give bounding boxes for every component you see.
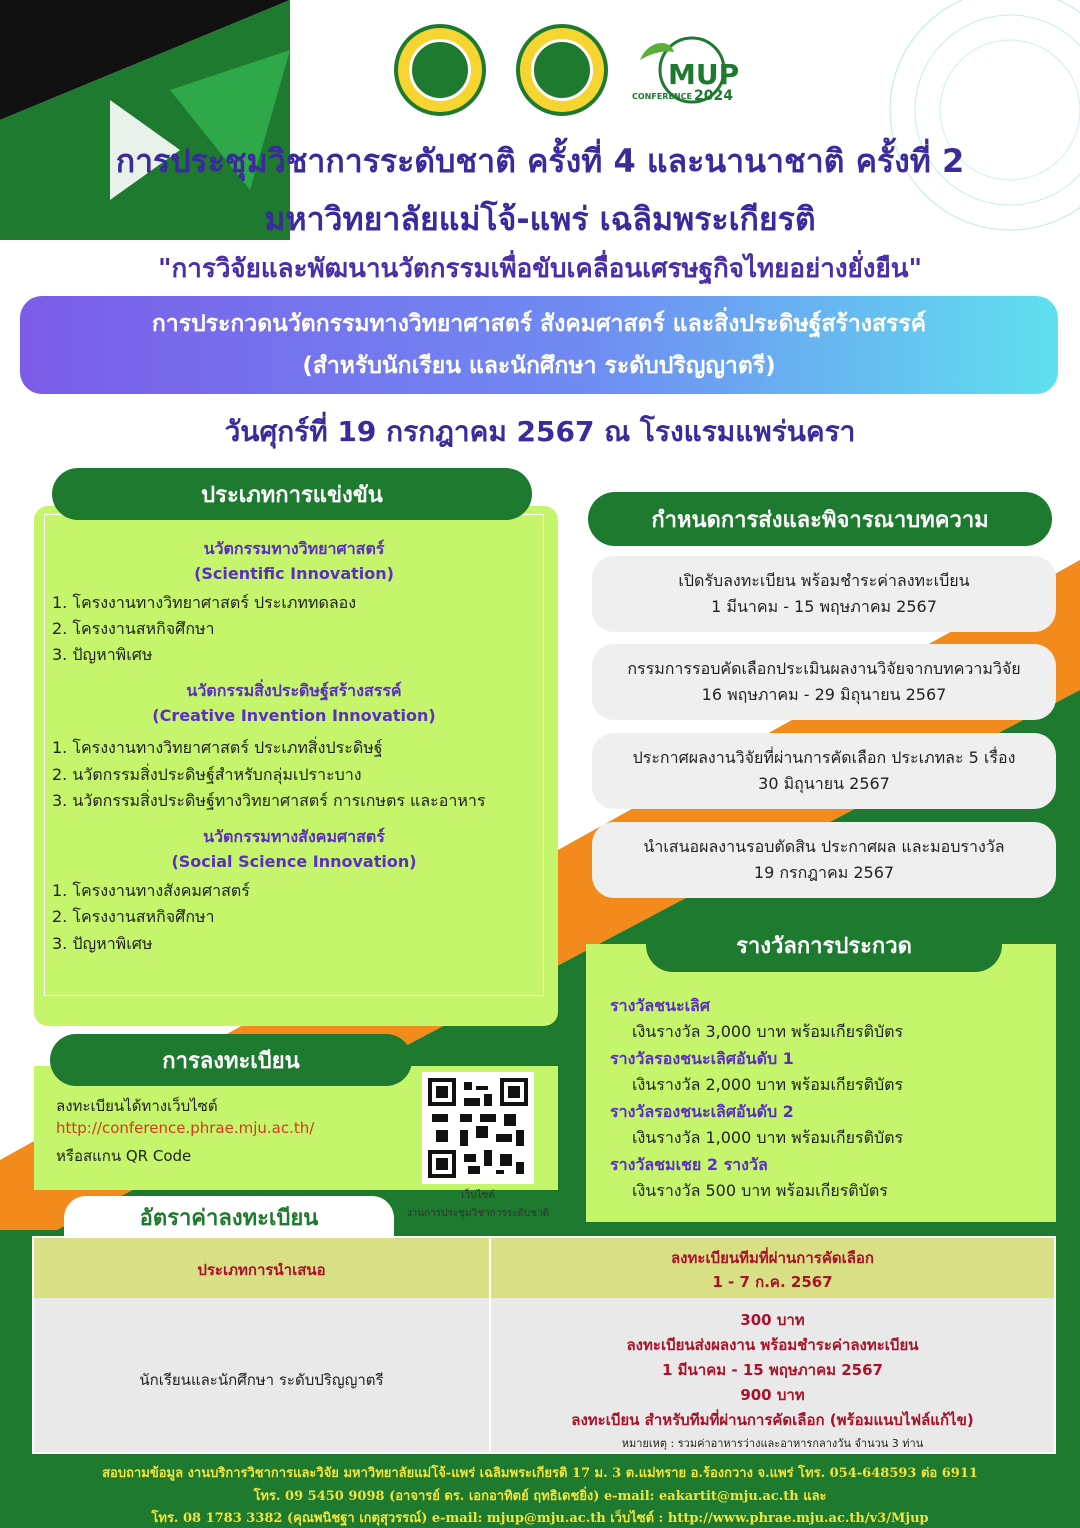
registration-text: ลงทะเบียนได้ทางเว็บไซต์	[56, 1097, 218, 1115]
maejo-university-seal-icon	[394, 24, 486, 116]
fee-col2-header-line1: ลงทะเบียนทีมที่ผ่านการคัดเลือก	[670, 1249, 875, 1267]
category-item: 2. โครงงานสหกิจศึกษา	[52, 619, 215, 638]
mup-logo-text: MUP	[668, 58, 740, 91]
contest-banner	[20, 296, 1058, 394]
category-item: 2. นวัตกรรมสิ่งประดิษฐ์สำหรับกลุ่มเปราะบาง	[52, 765, 362, 784]
fee-price: 300 บาท	[740, 1311, 805, 1329]
registration-link[interactable]: http://conference.phrae.mju.ac.th/	[56, 1119, 315, 1137]
schedule-item-date: 30 มิถุนายน 2567	[758, 774, 890, 793]
schedule-item-desc: ประกาศผลงานวิจัยที่ผ่านการคัดเลือก ประเภทละ 5 เรื่อง	[632, 748, 1016, 767]
qr-caption: เว็บไซต์	[461, 1190, 495, 1201]
footer-contact-line1: สอบถามข้อมูล งานบริการวิชาการและวิจัย มหาวิทยาลัยแม่โจ้-แพร่ เฉลิมพระเกียรติ 17 ม. 3 ต.แม่ทราย อ.ร้องกวาง จ.แพร่ โทร. 054-648593 ต่อ 6911	[102, 1466, 978, 1481]
contest-banner-line1: การประกวดนวัตกรรมทางวิทยาศาสตร์ สังคมศาสตร์ และสิ่งประดิษฐ์สร้างสรรค์	[151, 311, 927, 337]
contest-banner-line2: (สำหรับนักเรียน และนักศึกษา ระดับปริญญาตรี)	[302, 353, 776, 379]
schedule-item-desc: เปิดรับลงทะเบียน พร้อมชำระค่าลงทะเบียน	[678, 571, 970, 590]
competition-title: ประเภทการแข่งขัน	[52, 468, 532, 520]
footer	[0, 1456, 1080, 1528]
mup-logo-caption: CONFERENCE	[632, 92, 692, 101]
category-subheading: (Social Science Innovation)	[171, 852, 417, 871]
category-subheading: (Creative Invention Innovation)	[152, 706, 436, 725]
category-subheading: (Scientific Innovation)	[194, 564, 394, 583]
qr-caption: งานการประชุมวิชาการระดับชาติ	[406, 1208, 550, 1219]
category-heading: นวัตกรรมทางสังคมศาสตร์	[203, 827, 385, 846]
qr-code[interactable]	[422, 1072, 534, 1184]
fee-price: 900 บาท	[740, 1386, 805, 1404]
fee-price-desc: ลงทะเบียน สำหรับทีมที่ผ่านการคัดเลือก (พร้อมแนบไฟล์แก้ไข)	[571, 1411, 974, 1429]
schedule-item	[592, 733, 1056, 809]
fee-price-dates: 1 มีนาคม - 15 พฤษภาคม 2567	[662, 1361, 883, 1379]
category-heading: นวัตกรรมทางวิทยาศาสตร์	[203, 539, 385, 558]
prize-value: เงินรางวัล 500 บาท พร้อมเกียรติบัตร	[632, 1181, 888, 1200]
registration-qr-text: หรือสแกน QR Code	[56, 1147, 192, 1165]
prize-value: เงินรางวัล 3,000 บาท พร้อมเกียรติบัตร	[632, 1022, 904, 1041]
prize-name: รางวัลชมเชย 2 รางวัล	[610, 1155, 768, 1174]
category-item: 1. โครงงานทางวิทยาศาสตร์ ประเภทสิ่งประดิษฐ์	[52, 738, 383, 757]
prize-name: รางวัลชนะเลิศ	[610, 996, 710, 1015]
mup-logo-year: 2024	[694, 88, 733, 104]
conference-theme: "การวิจัยและพัฒนานวัตกรรมเพื่อขับเคลื่อนเศรษฐกิจไทยอย่างยั่งยืน"	[157, 254, 923, 284]
university-title: มหาวิทยาลัยแม่โจ้-แพร่ เฉลิมพระเกียรติ	[264, 200, 816, 238]
fee-col2-header-line2: 1 - 7 ก.ค. 2567	[712, 1273, 833, 1291]
schedule-item	[592, 556, 1056, 632]
prize-title: รางวัลการประกวด	[646, 918, 1002, 972]
fee-title: อัตราค่าลงทะเบียน	[64, 1196, 394, 1238]
footer-contact-line2: โทร. 09 5450 9098 (อาจารย์ ดร. เอกอาทิตย์ ฤทธิเดชยิ่ง) e-mail: eakartit@mju.ac.th และ	[253, 1489, 827, 1504]
conference-title: การประชุมวิชาการระดับชาติ ครั้งที่ 4 และนานาชาติ ครั้งที่ 2	[115, 142, 965, 180]
category-item: 2. โครงงานสหกิจศึกษา	[52, 907, 215, 926]
schedule-title: กำหนดการส่งและพิจารณาบทความ	[588, 492, 1052, 546]
fee-row-label: นักเรียนและนักศึกษา ระดับปริญญาตรี	[139, 1371, 384, 1389]
schedule-item	[592, 822, 1056, 898]
category-item: 3. นวัตกรรมสิ่งประดิษฐ์ทางวิทยาศาสตร์ การเกษตร และอาหาร	[52, 791, 486, 810]
schedule-item-desc: นำเสนอผลงานรอบตัดสิน ประกาศผล และมอบรางวัล	[643, 837, 1005, 856]
maejo-phrae-campus-seal-icon	[516, 24, 608, 116]
category-item: 3. ปัญหาพิเศษ	[52, 645, 153, 664]
schedule-item-date: 1 มีนาคม - 15 พฤษภาคม 2567	[711, 597, 937, 616]
qr-code-icon	[428, 1078, 528, 1178]
prize-name: รางวัลรองชนะเลิศอันดับ 1	[610, 1049, 794, 1068]
category-item: 3. ปัญหาพิเศษ	[52, 934, 153, 953]
fee-note: หมายเหตุ : รวมค่าอาหารว่างและอาหารกลางวัน จำนวน 3 ท่าน	[621, 1437, 924, 1450]
category-item: 1. โครงงานทางวิทยาศาสตร์ ประเภททดลอง	[52, 593, 357, 612]
fee-price-desc: ลงทะเบียนส่งผลงาน พร้อมชำระค่าลงทะเบียน	[626, 1336, 919, 1354]
registration-title: การลงทะเบียน	[50, 1034, 412, 1086]
fee-col1-header: ประเภทการนำเสนอ	[197, 1261, 326, 1279]
category-item: 1. โครงงานทางสังคมศาสตร์	[52, 881, 250, 900]
category-heading: นวัตกรรมสิ่งประดิษฐ์สร้างสรรค์	[186, 681, 402, 700]
prize-value: เงินรางวัล 1,000 บาท พร้อมเกียรติบัตร	[632, 1128, 904, 1147]
prize-value: เงินรางวัล 2,000 บาท พร้อมเกียรติบัตร	[632, 1075, 904, 1094]
event-date-venue: วันศุกร์ที่ 19 กรกฎาคม 2567 ณ โรงแรมแพร่นครา	[224, 415, 856, 448]
schedule-item-desc: กรรมการรอบคัดเลือกประเมินผลงานวิจัยจากบทความวิจัย	[627, 659, 1021, 678]
schedule-item-date: 19 กรกฎาคม 2567	[753, 863, 895, 882]
schedule-item	[592, 644, 1056, 720]
schedule-item-date: 16 พฤษภาคม - 29 มิถุนายน 2567	[701, 685, 947, 704]
footer-contact-line3: โทร. 08 1783 3382 (คุณพนิชฐา เกตุสุวรรณ์) e-mail: mjup@mju.ac.th เว็บไซต์ : http://www.phrae.mju.ac.th/v3/Mjup	[151, 1511, 929, 1526]
mup-conference-logo-icon	[626, 30, 738, 114]
prize-name: รางวัลรองชนะเลิศอันดับ 2	[610, 1102, 794, 1121]
fee-table	[32, 1236, 1056, 1454]
